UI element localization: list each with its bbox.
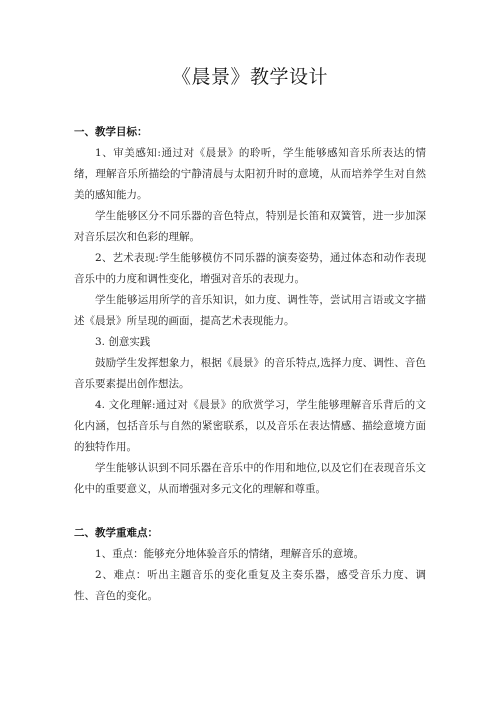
document-body [74,122,426,607]
paragraph: 3. 创意实践 [95,336,151,348]
section-heading: 一、教学目标： [74,126,148,138]
paragraph: 4. 文化理解:通过对《晨景》的欣赏学习，学生能够理解音乐背后的文化内涵，包括音乐与自然的紧密联系，以及音乐在表达情感、描绘意境方面的独特作用。 [74,399,426,453]
paragraph: 鼓励学生发挥想象力，根据《晨景》的音乐特点,选择力度、调性、音色音乐要素提出创作想法。 [74,357,426,390]
section-heading: 二、教学重难点： [74,527,158,539]
document-title: 《晨景》教学设计 [171,66,328,88]
paragraph: 1、重点：能够充分地体验音乐的情绪，理解音乐的意境。 [95,548,365,560]
paragraph: 学生能够运用所学的音乐知识，如力度、调性等，尝试用言语或文字描述《晨景》所呈现的画面，提高艺术表现能力。 [74,294,426,327]
paragraph: 2、艺术表现:学生能够模仿不同乐器的演奏姿势，通过体态和动作表现音乐中的力度和调性变化，增强对音乐的表现力。 [74,252,426,285]
section-key-difficult-points [74,523,426,607]
section-spacer [74,500,426,523]
paragraph: 学生能够区分不同乐器的音色特点，特别是长笛和双簧管，进一步加深对音乐层次和色彩的理解。 [74,210,426,243]
paragraph: 学生能够认识到不同乐器在音乐中的作用和地位,以及它们在表现音乐文化中的重要意义，从而增强对多元文化的理解和尊重。 [74,462,426,495]
paragraph: 1、审美感知:通过对《晨景》的聆听，学生能够感知音乐所表达的情绪，理解音乐所描绘的宁静清晨与太阳初升时的意境，从而培养学生对自然美的感知能力。 [74,147,426,201]
section-teaching-objectives [74,122,426,500]
paragraph: 2、难点：听出主题音乐的变化重复及主奏乐器，感受音乐力度、调性、音色的变化。 [74,569,426,602]
